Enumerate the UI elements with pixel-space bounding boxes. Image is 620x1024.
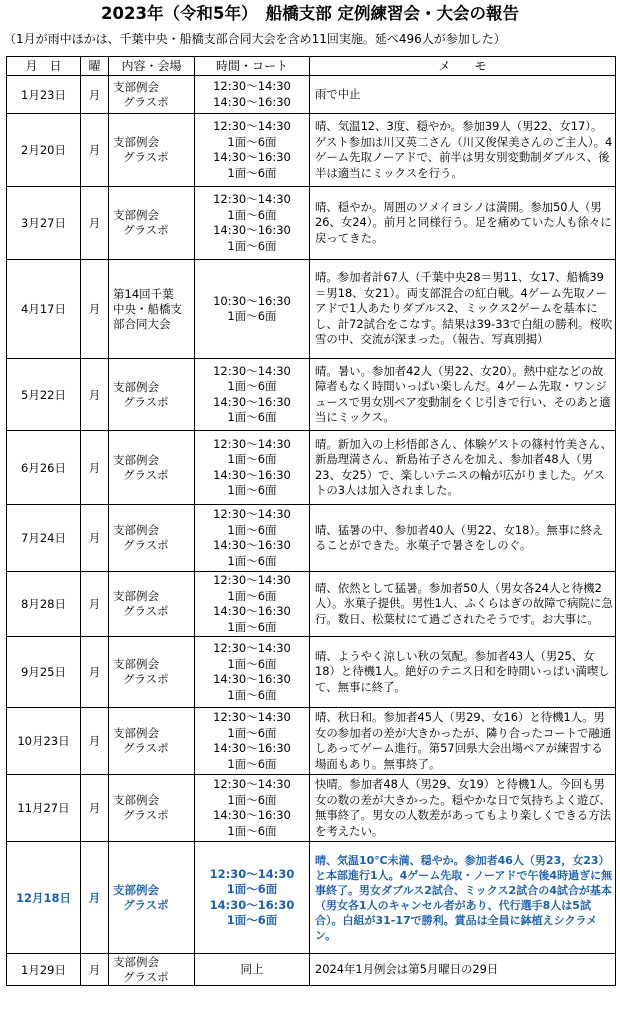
- time-court-line: 12:30～14:30: [213, 641, 291, 655]
- venue-line: 支部例会: [113, 589, 159, 603]
- time-court-line: 12:30～14:30: [213, 507, 291, 521]
- row-venue: [109, 431, 195, 505]
- row-memo: 晴、気温10℃未満、穏やか。参加者46人（男23，女23）と本部進行1人。4ゲーム先取・ノーアドで午後4時過ぎに無事終了。男女ダブルス2試合、ミックス2試合の4試合が基本（男女各1人のキャンセル者があり、代行選手8人は5試合）。白組が31-17で勝利。賞品は全員に鉢植えシクラメン。: [310, 842, 616, 954]
- time-court-line: 1面～6面: [226, 913, 278, 927]
- time-court-line: 1面～6面: [227, 165, 277, 180]
- row-date: 11月27日: [7, 775, 81, 842]
- time-court-line: 12:30～14:30: [213, 573, 291, 587]
- venue-line: グラスポ: [123, 223, 169, 237]
- time-court-line: 1面～6面: [226, 882, 278, 896]
- row-date: 12月18日: [7, 842, 81, 954]
- header-date: 月 日: [7, 57, 81, 76]
- row-time-court: [195, 708, 310, 775]
- table-row: [7, 187, 616, 260]
- time-court-line: 12:30～14:30: [213, 79, 291, 93]
- header-day-of-week: 曜: [81, 57, 109, 76]
- time-court-line: 1面～6面: [227, 309, 277, 323]
- row-time-court: [195, 114, 310, 187]
- table-row: [7, 76, 616, 114]
- row-day-of-week: 月: [81, 637, 109, 708]
- time-court-line: 同上: [240, 961, 264, 976]
- time-court-line: 14:30～16:30: [213, 672, 291, 686]
- row-time-court: [195, 637, 310, 708]
- table-row: [7, 260, 616, 359]
- row-day-of-week: 月: [81, 708, 109, 775]
- venue-line: グラスポ: [123, 604, 169, 618]
- row-day-of-week: 月: [81, 359, 109, 431]
- venue-line: 支部例会: [113, 208, 159, 222]
- time-court-line: 12:30～14:30: [213, 777, 291, 791]
- row-time-court: [195, 187, 310, 260]
- row-venue: [109, 359, 195, 431]
- row-time-court: [195, 359, 310, 431]
- time-court-line: 14:30～16:30: [213, 808, 291, 822]
- table-row: [7, 431, 616, 505]
- time-court-line: 12:30～14:30: [213, 363, 291, 378]
- table-row: [7, 954, 616, 986]
- row-time-court: [195, 842, 310, 954]
- header-memo: メ モ: [310, 57, 616, 76]
- row-venue: [109, 76, 195, 114]
- time-court-line: 14:30～16:30: [209, 897, 295, 912]
- row-memo: 晴、秋日和。参加者45人（男29、女16）と待機1人。男女の参加者の差が大きかったが、隣り合ったコートで融通しあってゲーム進行。第57回県大会出場ペアが練習する場面もあり。無事終了。: [310, 708, 616, 775]
- time-court-line: 1面～6面: [227, 725, 277, 740]
- venue-line: グラスポ: [123, 672, 169, 686]
- row-venue: [109, 572, 195, 637]
- venue-line: 支部例会: [113, 379, 159, 394]
- time-court-line: 10:30～16:30: [213, 293, 291, 308]
- table-body: [7, 76, 616, 986]
- row-day-of-week: 月: [81, 954, 109, 986]
- time-court-line: 1面～6面: [227, 823, 277, 838]
- row-time-court: [195, 260, 310, 359]
- row-time-court: [195, 954, 310, 986]
- row-venue: [109, 114, 195, 187]
- row-day-of-week: 月: [81, 775, 109, 842]
- row-date: 1月23日: [7, 76, 81, 114]
- venue-line: グラスポ: [123, 897, 169, 912]
- page-subtitle: （1月が雨中ほかは、千葉中央・船橋支部合同大会を含め11回実施。延べ496人が参加した）: [4, 32, 506, 46]
- row-memo: 晴。参加者計67人（千葉中央28＝男11、女17、船橋39＝男18、女21）。両支部混合の紅白戦。4ゲーム先取ノーアドで1人あたりダブルス2、ミックス2ゲームを基本にし、計72試合をこなす。結果は39-33で白組の勝利。桜吹雪の中、交流が深まった。（報告、写真別掲）: [310, 260, 616, 359]
- time-court-line: 1面～6面: [227, 134, 277, 149]
- venue-line: グラスポ: [123, 394, 169, 409]
- venue-line: 支部例会: [113, 79, 159, 94]
- time-court-line: 14:30～16:30: [213, 741, 291, 755]
- time-court-line: 14:30～16:30: [213, 94, 291, 109]
- table-row: [7, 114, 616, 187]
- row-memo: 2024年1月例会は第5月曜日の29日: [310, 954, 616, 986]
- time-court-line: 12:30～14:30: [213, 436, 291, 451]
- time-court-line: 1面～6面: [227, 619, 277, 634]
- row-day-of-week: 月: [81, 187, 109, 260]
- table-row: [7, 708, 616, 775]
- time-court-line: 12:30～14:30: [209, 866, 295, 881]
- venue-line: 支部例会: [113, 882, 159, 897]
- row-time-court: [195, 76, 310, 114]
- time-court-line: 1面～6面: [227, 522, 277, 537]
- venue-line: グラスポ: [123, 538, 169, 552]
- header-time-court: 時間・コート: [195, 57, 310, 76]
- header-venue: 内容・会場: [109, 57, 195, 76]
- row-memo: 晴。新加入の上杉悟郎さん、体験ゲストの篠村竹美さん、新島理満さん、新島祐子さんを加え、参加者48人（男23、女25）で、楽しいテニスの輪が広がりました。ゲストの3人は加入されました。: [310, 431, 616, 505]
- venue-line: 部合同大会: [113, 316, 171, 331]
- time-court-line: 12:30～14:30: [213, 710, 291, 724]
- time-court-line: 14:30～16:30: [213, 394, 291, 409]
- row-time-court: [195, 572, 310, 637]
- row-date: 1月29日: [7, 954, 81, 986]
- time-court-line: 1面～6面: [227, 553, 277, 568]
- row-date: 8月28日: [7, 572, 81, 637]
- page-title: 2023年（令和5年） 船橋支部 定例練習会・大会の報告: [101, 4, 519, 23]
- row-venue: [109, 260, 195, 359]
- venue-line: グラスポ: [123, 150, 169, 164]
- row-date: 5月22日: [7, 359, 81, 431]
- venue-line: 支部例会: [113, 523, 159, 537]
- row-date: 4月17日: [7, 260, 81, 359]
- row-date: 3月27日: [7, 187, 81, 260]
- table-row: [7, 637, 616, 708]
- venue-line: 支部例会: [113, 135, 159, 149]
- venue-line: グラスポ: [123, 741, 169, 755]
- venue-line: グラスポ: [123, 808, 169, 822]
- row-day-of-week: 月: [81, 431, 109, 505]
- time-court-line: 1面～6面: [227, 756, 277, 771]
- row-memo: 晴、依然として猛暑。参加者50人（男女各24人と待機2人）。氷菓子提供。男性1人、ふくらはぎの故障で病院に急行。数日、松葉杖にて過ごされたそうです。お大事に。: [310, 572, 616, 637]
- venue-line: 第14回千葉: [113, 286, 174, 301]
- table-row: [7, 505, 616, 572]
- row-venue: [109, 187, 195, 260]
- row-memo: 晴、気温12、3度、穏やか。参加39人（男22、女17）。ゲスト参加は川又英二さん（川又俊保美さんのご主人）。4ゲーム先取ノーアドで、前半は男女別変動制ダブルス、後半は適当にミックスを行う。: [310, 114, 616, 187]
- table-row: [7, 572, 616, 637]
- time-court-line: 1面～6面: [227, 452, 277, 466]
- row-memo: 快晴。参加者48人（男29、女19）と待機1人。今回も男女の数の差が大きかった。穏やかな日で気持ちよく遊び、無事終了。男女の人数差があってもより楽しくできる方法を考えたい。: [310, 775, 616, 842]
- venue-line: 支部例会: [113, 726, 159, 740]
- time-court-line: 12:30～14:30: [213, 192, 291, 206]
- row-venue: [109, 505, 195, 572]
- row-memo: 晴、猛暑の中、参加者40人（男22、女18）。無事に終えることができた。氷菓子で暑さをしのぐ。: [310, 505, 616, 572]
- table-row: [7, 359, 616, 431]
- row-memo: 雨で中止: [310, 76, 616, 114]
- row-date: 7月24日: [7, 505, 81, 572]
- row-memo: 晴。暑い。参加者42人（男22、女20）。熱中症などの故障者もなく時間いっぱい楽しんだ。4ゲーム先取・ワンジュースで男女別ペア変動制をくじ引きで行い、そのあと適当にミックス。: [310, 359, 616, 431]
- row-memo: 晴、穏やか。周囲のソメイヨシノは満開。参加50人（男26、女24）。前月と同様行う。足を痛めていた人も徐々に戻ってきた。: [310, 187, 616, 260]
- venue-line: 支部例会: [113, 657, 159, 671]
- row-time-court: [195, 431, 310, 505]
- row-time-court: [195, 775, 310, 842]
- venue-line: 支部例会: [113, 452, 159, 467]
- row-venue: [109, 954, 195, 986]
- row-day-of-week: 月: [81, 505, 109, 572]
- row-venue: [109, 775, 195, 842]
- row-memo: 晴、ようやく涼しい秋の気配。参加者43人（男25、女18）と待機1人。絶好のテニス日和を時間いっぱい満喫して、無事に終了。: [310, 637, 616, 708]
- time-court-line: 1面～6面: [227, 792, 277, 807]
- report-table: [6, 56, 616, 986]
- time-court-line: 14:30～16:30: [213, 467, 291, 482]
- time-court-line: 14:30～16:30: [213, 223, 291, 237]
- venue-line: 支部例会: [113, 954, 159, 969]
- time-court-line: 1面～6面: [227, 588, 277, 603]
- row-day-of-week: 月: [81, 76, 109, 114]
- time-court-line: 1面～6面: [227, 483, 277, 497]
- venue-line: グラスポ: [123, 969, 169, 984]
- row-time-court: [195, 505, 310, 572]
- time-court-line: 12:30～14:30: [213, 119, 291, 133]
- row-date: 9月25日: [7, 637, 81, 708]
- row-day-of-week: 月: [81, 114, 109, 187]
- time-court-line: 1面～6面: [227, 656, 277, 671]
- row-venue: [109, 637, 195, 708]
- row-venue: [109, 842, 195, 954]
- row-day-of-week: 月: [81, 842, 109, 954]
- time-court-line: 1面～6面: [227, 410, 277, 424]
- table-header-row: [7, 57, 616, 76]
- row-date: 10月23日: [7, 708, 81, 775]
- row-day-of-week: 月: [81, 572, 109, 637]
- row-day-of-week: 月: [81, 260, 109, 359]
- venue-line: 中央・船橋支: [113, 301, 182, 316]
- time-court-line: 1面～6面: [227, 207, 277, 222]
- time-court-line: 14:30～16:30: [213, 150, 291, 164]
- venue-line: 支部例会: [113, 793, 159, 807]
- row-venue: [109, 708, 195, 775]
- venue-line: グラスポ: [123, 94, 169, 109]
- time-court-line: 1面～6面: [227, 238, 277, 253]
- table-row: [7, 775, 616, 842]
- time-court-line: 1面～6面: [227, 687, 277, 702]
- table-row: [7, 842, 616, 954]
- row-date: 6月26日: [7, 431, 81, 505]
- time-court-line: 14:30～16:30: [213, 604, 291, 618]
- venue-line: グラスポ: [123, 467, 169, 482]
- time-court-line: 14:30～16:30: [213, 538, 291, 552]
- time-court-line: 1面～6面: [227, 379, 277, 393]
- row-date: 2月20日: [7, 114, 81, 187]
